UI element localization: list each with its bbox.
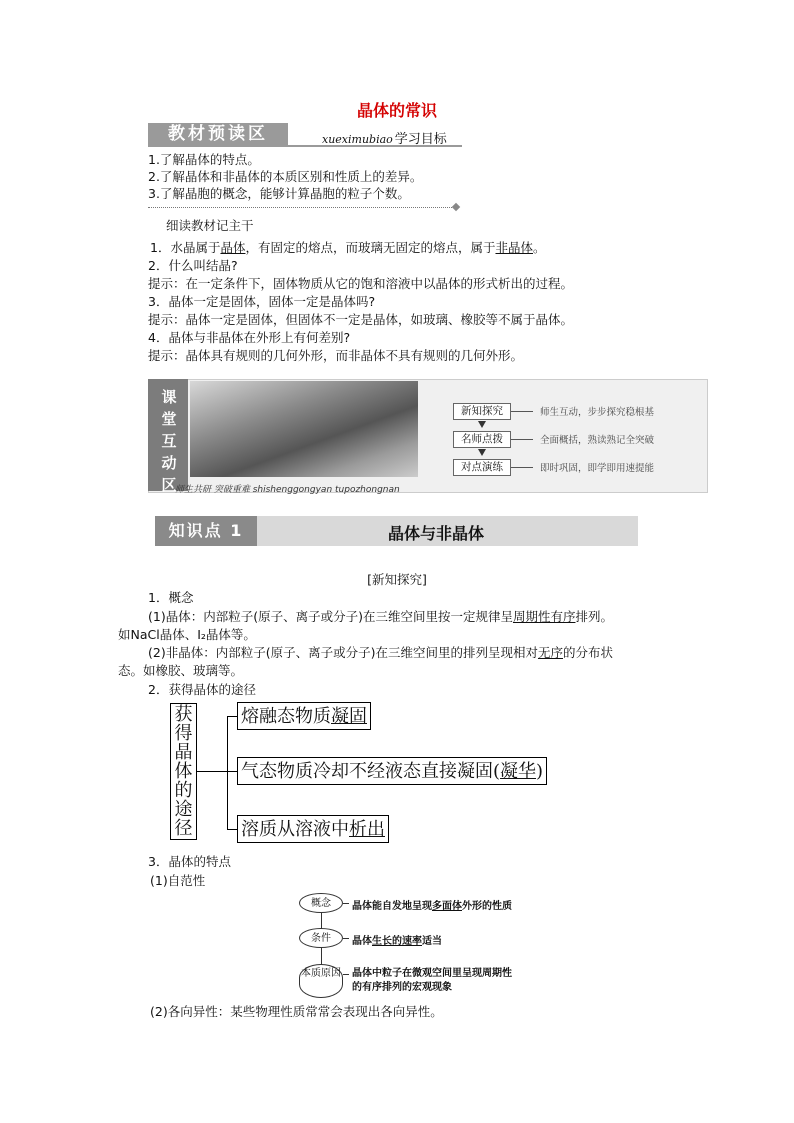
step-dash — [511, 439, 533, 440]
step-teacher-tips: 名师点拨 — [453, 431, 511, 448]
features-autoform: (1)自范性 — [150, 873, 206, 888]
section-label: [新知探究] — [367, 572, 427, 587]
reading-a2: 提示：在一定条件下，固体物质从它的饱和溶液中以晶体的形式析出的过程。 — [148, 276, 574, 291]
feature-text-condition: 晶体生长的速率适当 — [352, 936, 442, 947]
step-desc: 师生互动，步步探究稳根基 — [540, 407, 655, 418]
concept-crystal-cont: 如NaCl晶体、I₂晶体等。 — [118, 627, 256, 642]
concept-heading: 1．概念 — [148, 590, 194, 605]
feature-oval-condition: 条件 — [299, 928, 343, 948]
route-label-box: 获 得 晶 体 的 途 径 — [170, 703, 197, 840]
learning-goals-text: 学习目标 — [394, 132, 447, 147]
step-practice: 对点演练 — [453, 459, 511, 476]
answer-amorphous: 非晶体 — [495, 240, 533, 255]
feature-dash — [343, 974, 349, 975]
preview-banner: 教材预读区 — [148, 123, 288, 146]
section-divider — [148, 207, 456, 208]
reading-a3: 提示：晶体一定是固体，但固体不一定是晶体，如玻璃、橡胶等不属于晶体。 — [148, 312, 574, 327]
reading-q4: 4．晶体与非晶体在外形上有何差别? — [148, 330, 351, 345]
route-box-1: 熔融态物质凝固 — [237, 702, 371, 730]
classroom-slogan: 师生共研 突破重难 shishenggongyan tupozhongnan — [175, 485, 400, 495]
anisotropy-line: (2)各向异性：某些物理性质常常会表现出各向异性。 — [150, 1004, 443, 1019]
step-new-knowledge: 新知探究 — [453, 403, 511, 420]
step-dash — [511, 411, 533, 412]
reading-heading: 细读教材记主干 — [166, 218, 254, 233]
step-desc: 全面概括，熟读熟记全突破 — [540, 435, 655, 446]
arrow-down-icon — [478, 421, 486, 428]
route-heading: 2．获得晶体的途径 — [148, 682, 256, 697]
feature-text-cause: 晶体中粒子在微观空间里呈现周期性 的有序排列的宏观现象 — [352, 968, 512, 993]
goal-3: 3.了解晶胞的概念，能够计算晶胞的粒子个数。 — [148, 186, 410, 201]
feature-text-concept: 晶体能自发地呈现多面体外形的性质 — [352, 901, 512, 912]
goal-1: 1.了解晶体的特点。 — [148, 152, 260, 167]
feature-oval-cause: 本质原因 — [299, 964, 343, 998]
knowledge-title: 晶体与非晶体 — [388, 524, 485, 543]
feature-oval-concept: 概念 — [299, 893, 343, 913]
connector — [197, 771, 227, 772]
classroom-photo — [190, 381, 418, 477]
feature-dash — [343, 938, 349, 939]
features-heading: 3．晶体的特点 — [148, 854, 231, 869]
connector — [227, 716, 228, 829]
connector — [227, 829, 237, 830]
route-box-2: 气态物质冷却不经液态直接凝固(凝华) — [237, 757, 547, 785]
step-dash — [511, 467, 533, 468]
concept-crystal: (1)晶体：内部粒子(原子、离子或分子)在三维空间里按一定规律呈周期性有序排列。 — [148, 609, 613, 624]
feature-dash — [343, 903, 349, 904]
reading-q1: 1．水晶属于晶体，有固定的熔点，而玻璃无固定的熔点，属于非晶体。 — [150, 240, 546, 255]
arrow-down-icon — [478, 449, 486, 456]
connector — [227, 771, 237, 772]
goal-2: 2.了解晶体和非晶体的本质区别和性质上的差异。 — [148, 169, 423, 184]
learning-goals-pinyin: xueximubiao — [322, 133, 393, 146]
divider-diamond-icon — [452, 203, 460, 211]
reading-q2: 2．什么叫结晶? — [148, 258, 238, 273]
step-desc: 即时巩固，即学即用速提能 — [540, 463, 655, 474]
connector — [227, 716, 237, 717]
concept-amorphous-cont: 态。如橡胶、玻璃等。 — [118, 663, 244, 678]
concept-amorphous: (2)非晶体：内部粒子(原子、离子或分子)在三维空间里的排列呈现相对无序的分布状 — [148, 645, 613, 660]
reading-a4: 提示：晶体具有规则的几何外形，而非晶体不具有规则的几何外形。 — [148, 348, 524, 363]
answer-crystal: 晶体 — [220, 240, 246, 255]
page-title: 晶体的常识 — [356, 101, 437, 120]
classroom-title: 课 堂 互 动 区 — [161, 388, 177, 494]
learning-goals-label — [322, 128, 447, 147]
knowledge-tab: 知识点 1 — [155, 516, 257, 546]
reading-q3: 3．晶体一定是固体，固体一定是晶体吗? — [148, 294, 376, 309]
route-box-3: 溶质从溶液中析出 — [237, 815, 389, 843]
